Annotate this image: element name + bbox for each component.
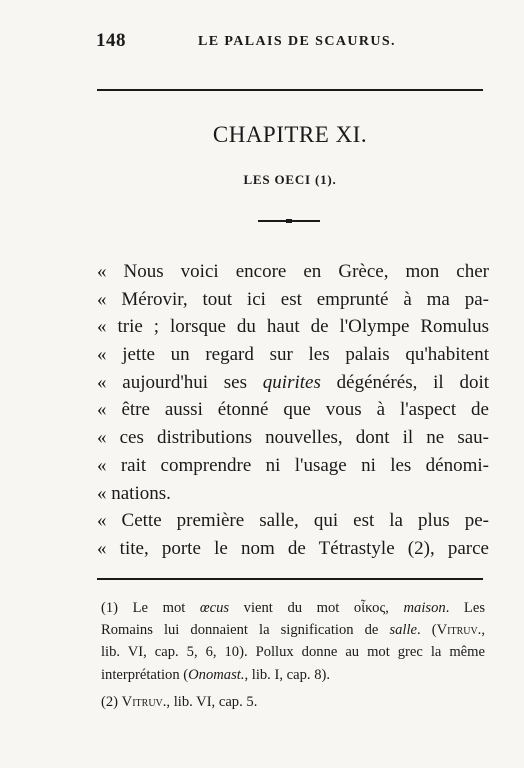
footnote-1-line (101, 619, 485, 641)
text-fragment: dégénérés, il doit (320, 371, 489, 393)
text-fragment: Romains lui donnaient la signification de (101, 622, 390, 639)
text-fragment: . ( (417, 622, 437, 639)
text-line: « Nous voici encore en Grèce, mon cher (97, 261, 489, 282)
italic-word: Onomast. (188, 666, 245, 683)
text-fragment: , lib. I, cap. 8). (244, 666, 330, 683)
chapter-subtitle: LES OECI (1). (243, 172, 337, 187)
page-number: 148 (96, 30, 126, 51)
footnote-1-line (101, 597, 485, 619)
text-line: « ces distributions nouvelles, dont il ne sau- (97, 427, 489, 449)
text-fragment: , (481, 622, 485, 639)
body-text (97, 258, 489, 563)
italic-word: œcus (199, 600, 230, 616)
text-fragment: (2) (101, 693, 122, 710)
running-title: LE PALAIS DE SCAURUS. (198, 34, 396, 49)
footnote-1-line: lib. VI, cap. 5, 6, 10). Pollux donne au mot grec la même (101, 644, 485, 661)
footnote-2-line (101, 691, 485, 713)
italic-word: salle (389, 622, 418, 639)
small-caps-author: Vitruv. (436, 622, 482, 639)
chapter-title: CHAPITRE XI. (212, 122, 368, 147)
header-rule (97, 89, 483, 91)
footnote-rule (97, 578, 483, 580)
text-line: « tite, porte le nom de Tétrastyle (2), parce (97, 537, 489, 559)
text-line (97, 369, 489, 397)
text-fragment: . Les (445, 600, 485, 616)
footnote-1-line (101, 664, 485, 686)
text-line: « Cette première salle, qui est la plus pe- (97, 510, 489, 532)
text-line: « jette un regard sur les palais qu'habitent (97, 344, 489, 366)
ornament-rule (258, 220, 320, 222)
text-fragment: « aujourd'hui ses (97, 371, 263, 393)
text-line: « être aussi étonné que vous à l'aspect de (97, 399, 489, 421)
text-line: « trie ; lorsque du haut de l'Olympe Romulus (97, 316, 489, 338)
text-line: « nations. (97, 482, 171, 504)
small-caps-author: Vitruv. (121, 693, 167, 710)
text-fragment: interprétation ( (101, 666, 189, 683)
italic-word: maison (403, 600, 446, 616)
text-fragment: (1) Le mot (101, 600, 200, 616)
text-fragment: , lib. VI, cap. 5. (166, 693, 258, 710)
footnotes (101, 597, 485, 713)
text-fragment: vient du mot οἶκος, (229, 600, 404, 616)
text-line: « rait comprendre ni l'usage ni les dénomi- (97, 454, 489, 476)
italic-word: quirites (262, 371, 321, 393)
text-line: « Mérovir, tout ici est emprunté à ma pa- (97, 288, 489, 310)
